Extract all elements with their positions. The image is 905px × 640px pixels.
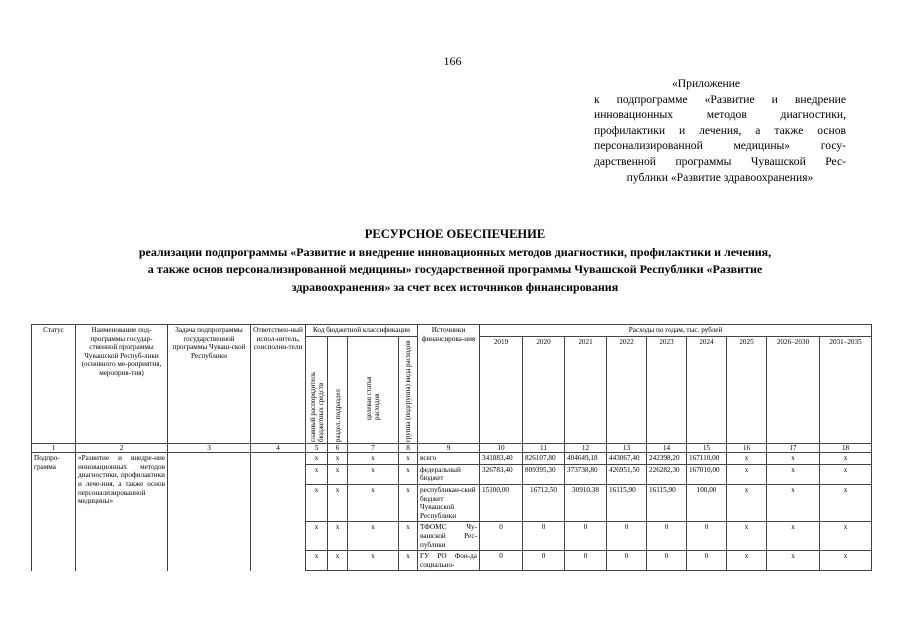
col-number: 11 [523, 443, 565, 453]
source-cell: ТФОМС Чу-вашской Рес-публики [418, 522, 480, 551]
value-cell: 0 [647, 551, 687, 571]
value-cell: 0 [607, 522, 647, 551]
value-cell: 0 [687, 522, 727, 551]
col-number: 5 [306, 443, 328, 453]
header-task: Задача подпрограммы государственной программы Чуваш-ской Республики [168, 325, 251, 444]
value-cell: 16115,90 [607, 484, 647, 521]
value-cell: 443067,40 [607, 453, 647, 465]
col-number: 7 [348, 443, 399, 453]
table-row [32, 453, 872, 465]
code-cell: x [328, 453, 348, 465]
appendix-line: профилактики и лечения, а также основ [594, 123, 846, 137]
value-cell: x [727, 464, 767, 484]
source-cell: республикан-ский бюджет Чувашской Республики [418, 484, 480, 521]
value-cell: 0 [480, 551, 523, 571]
value-cell: 30910,38 [565, 484, 607, 521]
col-number: 12 [565, 443, 607, 453]
code-cell: x [399, 551, 418, 571]
code-cell: x [399, 484, 418, 521]
header-year: 2020 [523, 336, 565, 443]
title-line: РЕСУРСНОЕ ОБЕСПЕЧЕНИЕ [364, 227, 546, 241]
header-year: 2031–2035 [820, 336, 872, 443]
header-year: 2026–2030 [767, 336, 820, 443]
source-cell: ГУ РО Фон-да социально- [418, 551, 480, 571]
code-cell: x [348, 464, 399, 484]
header-year: 2025 [727, 336, 767, 443]
value-cell: x [820, 522, 872, 551]
value-cell: 0 [687, 551, 727, 571]
title-line: реализации подпрограммы «Развитие и внедрение инновационных методов диагностики, профилактики и лечения, [138, 244, 772, 259]
header-name: Наименование под-программы государ-ственной программы Чувашской Респуб-лики (основного ме-роприятия, мероприя-тия) [76, 325, 168, 444]
value-cell: 404649,18 [565, 453, 607, 465]
value-cell: 100,00 [687, 484, 727, 521]
col-number: 17 [767, 443, 820, 453]
code-cell: x [348, 484, 399, 521]
code-cell: x [399, 464, 418, 484]
value-cell: 0 [647, 522, 687, 551]
value-cell: 242398,20 [647, 453, 687, 465]
appendix-line: к подпрограмме «Развитие и внедрение [594, 92, 846, 106]
header-year: 2024 [687, 336, 727, 443]
value-cell: 426951,50 [607, 464, 647, 484]
document-title [60, 226, 850, 296]
appendix-line: инновационных методов диагностики, [594, 108, 846, 122]
header-row [32, 325, 872, 337]
appendix-line: «Приложение [672, 77, 741, 90]
value-cell: 341883,40 [480, 453, 523, 465]
col-number: 15 [687, 443, 727, 453]
source-cell: федеральный бюджет [418, 464, 480, 484]
value-cell: x [727, 551, 767, 571]
value-cell: x [767, 551, 820, 571]
value-cell: 326783,40 [480, 464, 523, 484]
value-cell: 0 [523, 522, 565, 551]
value-cell: x [820, 551, 872, 571]
header-budget-code: Код бюджетной классификации [306, 325, 418, 337]
col-number: 10 [480, 443, 523, 453]
value-cell: x [727, 484, 767, 521]
header-executor: Ответствен-ный испол-нитель, соисполни-тели [251, 325, 306, 444]
header-expenses: Расходы по годам, тыс. рублей [480, 325, 872, 337]
code-cell: x [348, 522, 399, 551]
code-cell: x [306, 453, 328, 465]
col-number: 8 [399, 443, 418, 453]
appendix-note [594, 76, 846, 185]
value-cell: 226282,30 [647, 464, 687, 484]
value-cell: x [767, 522, 820, 551]
value-cell: 167110,00 [687, 453, 727, 465]
col-number: 3 [168, 443, 251, 453]
code-cell: x [348, 453, 399, 465]
column-number-row [32, 443, 872, 453]
code-cell: x [328, 522, 348, 551]
program-name-cell: «Развитие и внедре-ние инновационных методов диагностики, профилактики и лече-ния, а также основ персонализированной медицины» [76, 453, 168, 571]
value-cell: 0 [565, 551, 607, 571]
code-cell: x [348, 551, 399, 571]
title-line: здравоохранения» за счет всех источников финансирования [291, 279, 619, 294]
value-cell: x [820, 484, 872, 521]
status-cell: Подпро-грамма [32, 453, 76, 571]
code-cell: x [306, 464, 328, 484]
header-target-article: целевая статья расходов [348, 336, 399, 443]
value-cell: x [767, 464, 820, 484]
header-section: раздел, подраздел [328, 336, 348, 443]
header-sources: Источники финансирова-ния [418, 325, 480, 444]
value-cell: 167010,00 [687, 464, 727, 484]
value-cell: x [820, 464, 872, 484]
task-cell [168, 453, 251, 571]
title-line: а также основ персонализированной медицины» государственной программы Чувашской Республики «Развитие [147, 262, 763, 276]
appendix-line: персонализированной медицины» госу- [594, 139, 846, 153]
header-year: 2022 [607, 336, 647, 443]
col-number: 2 [76, 443, 168, 453]
page-number: 166 [443, 54, 462, 68]
col-number: 13 [607, 443, 647, 453]
header-expense-group: группа (подгруппа) вида расходов [399, 336, 418, 443]
code-cell: x [328, 551, 348, 571]
value-cell: 15100,00 [480, 484, 523, 521]
value-cell: x [727, 453, 767, 465]
executor-cell [251, 453, 306, 571]
value-cell: 16712,50 [523, 484, 565, 521]
header-year: 2023 [647, 336, 687, 443]
appendix-line: дарственной программы Чувашской Рес- [594, 154, 846, 168]
code-cell: x [399, 453, 418, 465]
value-cell: x [820, 453, 872, 465]
value-cell: x [727, 522, 767, 551]
value-cell: 16115,90 [647, 484, 687, 521]
code-cell: x [328, 464, 348, 484]
header-grbs: главный распорядитель бюджетных средств [306, 336, 328, 443]
col-number: 4 [251, 443, 306, 453]
code-cell: x [306, 551, 328, 571]
appendix-line: публики «Развитие здравоохранения» [626, 170, 814, 184]
value-cell: 0 [607, 551, 647, 571]
header-year: 2021 [565, 336, 607, 443]
code-cell: x [306, 484, 328, 521]
col-number: 9 [418, 443, 480, 453]
col-number: 18 [820, 443, 872, 453]
value-cell: 809395,30 [523, 464, 565, 484]
value-cell: 826107,80 [523, 453, 565, 465]
source-cell: всего [418, 453, 480, 465]
resource-table [31, 324, 872, 571]
col-number: 6 [328, 443, 348, 453]
col-number: 1 [32, 443, 76, 453]
value-cell: 373738,80 [565, 464, 607, 484]
col-number: 14 [647, 443, 687, 453]
code-cell: x [328, 484, 348, 521]
header-year: 2019 [480, 336, 523, 443]
value-cell: 0 [480, 522, 523, 551]
value-cell: 0 [565, 522, 607, 551]
code-cell: x [306, 522, 328, 551]
col-number: 16 [727, 443, 767, 453]
value-cell: x [767, 453, 820, 465]
value-cell: 0 [523, 551, 565, 571]
header-status: Статус [32, 325, 76, 444]
value-cell: x [767, 484, 820, 521]
code-cell: x [399, 522, 418, 551]
